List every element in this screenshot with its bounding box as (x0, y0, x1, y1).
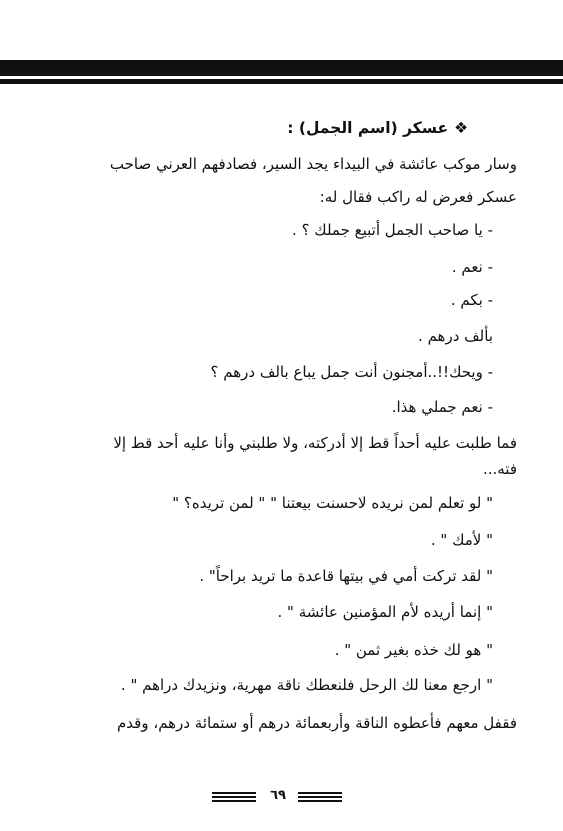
footer-rule-left-1 (212, 792, 256, 794)
body-line-12: " لأمك " . (430, 531, 493, 549)
body-line-17: فقفل معهم فأعطوه الناقة وأربعمائة درهم أو ستمائة درهم، وقدم (117, 714, 517, 732)
diamond-bullet-icon: ❖ (454, 119, 468, 137)
body-line-16: " ارجع معنا لك الرحل فلنعطك ناقة مهرية، ونزيدك دراهم " . (120, 676, 493, 694)
footer-rule-right-1 (298, 792, 342, 794)
body-line-4: - نعم . (451, 258, 493, 276)
section-heading (287, 117, 468, 139)
footer-rule-left-3 (212, 800, 256, 802)
body-line-11: " لو تعلم لمن نريده لاحسنت بيعتنا " " لمن تريده؟ " (172, 494, 493, 512)
body-line-14: " إنما أريده لأم المؤمنين عائشة " . (277, 603, 493, 621)
body-line-1: وسار موكب عائشة في البيداء يجد السير، فصادفهم العرني صاحب (109, 155, 517, 173)
body-line-6: بألف درهم . (418, 327, 493, 345)
page-number: ٦٩ (270, 788, 286, 803)
heading-text: عسكر (اسم الجمل) : (287, 119, 449, 137)
footer-rule-left-2 (212, 796, 256, 798)
page-footer (0, 786, 563, 808)
body-line-8: - نعم جملي هذا. (391, 398, 493, 416)
body-line-13: " لقد تركت أمي في بيتها قاعدة ما تريد براحاً" . (199, 567, 493, 585)
body-line-15: " هو لك خذه بغير ثمن " . (334, 641, 493, 659)
body-line-7: - ويحك!!..أمجنون أنت جمل يباع بالف درهم ؟ (210, 363, 493, 381)
body-line-3: - يا صاحب الجمل أتبيع جملك ؟ . (292, 221, 493, 239)
body-line-10: فته... (482, 460, 517, 478)
body-line-2: عسكر فعرض له راكب فقال له: (319, 188, 517, 206)
footer-rule-right-3 (298, 800, 342, 802)
footer-rule-right-2 (298, 796, 342, 798)
body-line-5: - بكم . (450, 291, 493, 309)
body-line-9: فما طلبت عليه أحداً قط إلا أدركته، ولا طلبني وأنا عليه أحد قط إلا (113, 434, 517, 452)
